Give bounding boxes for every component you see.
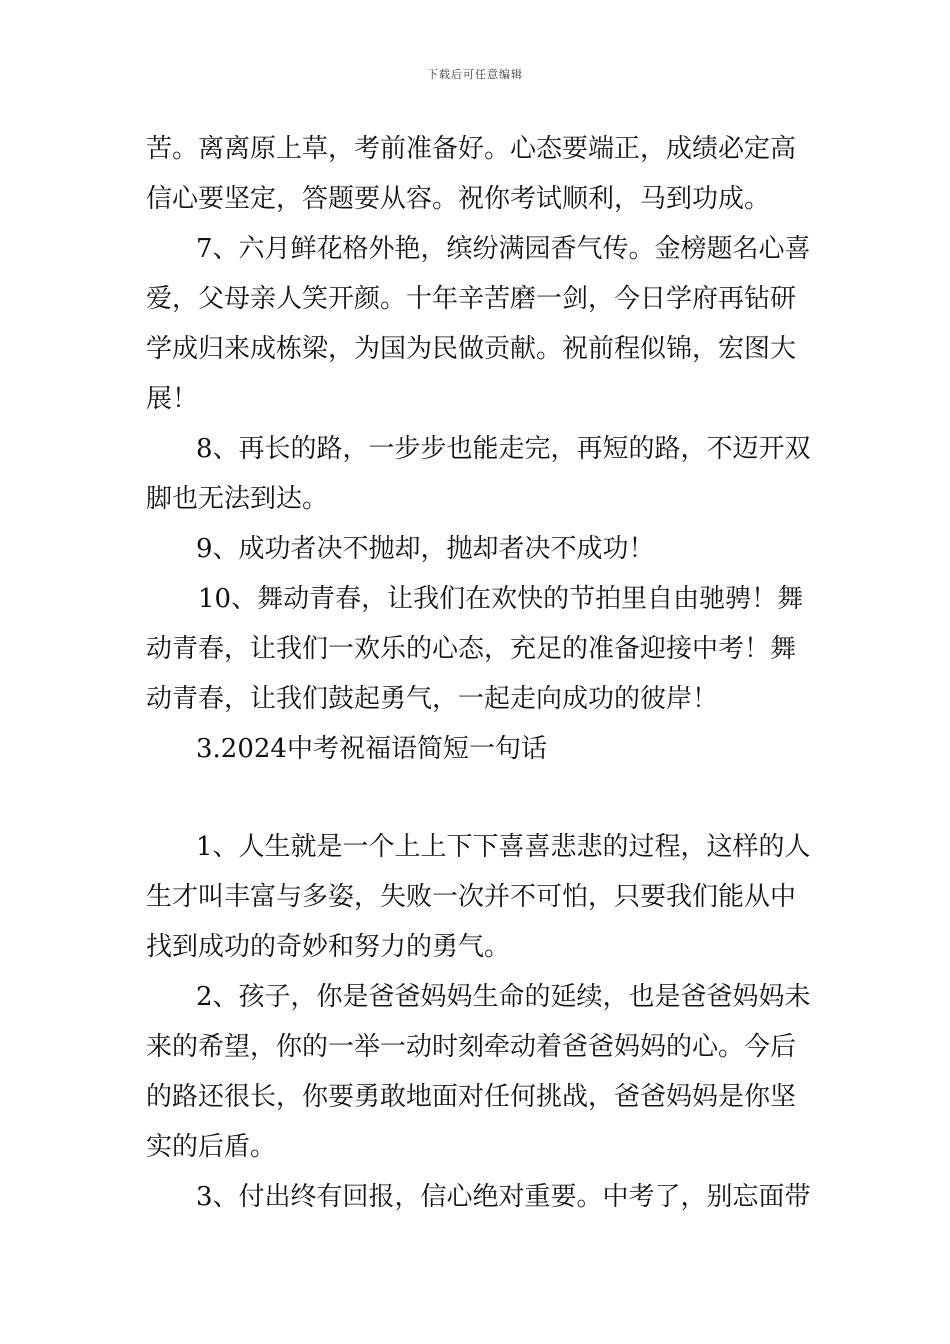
- text-line: 7、六月鲜花格外艳，缤纷满园香气传。金榜题名心喜: [196, 234, 811, 264]
- text-line: 2、孩子，你是爸爸妈妈生命的延续，也是爸爸妈妈未: [196, 982, 811, 1012]
- text-line: 爱，父母亲人笑开颜。十年辛苦磨一剑，今日学府再钻研: [146, 284, 797, 314]
- text-line: 生才叫丰富与多姿，失败一次并不可怕，只要我们能从中: [146, 882, 797, 912]
- text-line: 9、成功者决不抛却，抛却者决不成功！: [196, 534, 655, 564]
- text-line: 展！: [146, 384, 199, 414]
- text-line: 苦。离离原上草，考前准备好。心态要端正，成绩必定高: [146, 134, 797, 164]
- text-line: 动青春，让我们一欢乐的心态，充足的准备迎接中考！舞: [146, 634, 797, 664]
- text-line: 信心要坚定，答题要从容。祝你考试顺利，马到功成。: [146, 184, 771, 214]
- text-line: 来的希望，你的一举一动时刻牵动着爸爸妈妈的心。今后: [146, 1032, 797, 1062]
- text-line: 脚也无法到达。: [146, 484, 329, 514]
- text-line: 1、人生就是一个上上下下喜喜悲悲的过程，这样的人: [196, 832, 811, 862]
- text-line: 3、付出终有回报，信心绝对重要。中考了，别忘面带: [196, 1182, 811, 1212]
- text-line: 8、再长的路，一步步也能走完，再短的路，不迈开双: [196, 434, 811, 464]
- page-header: 下载后可任意编辑: [427, 68, 523, 81]
- text-line: 的路还很长，你要勇敢地面对任何挑战，爸爸妈妈是你坚: [146, 1082, 797, 1112]
- text-line: 10、舞动青春，让我们在欢快的节拍里自由驰骋！舞: [198, 584, 804, 614]
- section-heading: 3.2024中考祝福语简短一句话: [196, 734, 547, 764]
- text-line: 动青春，让我们鼓起勇气，一起走向成功的彼岸！: [146, 684, 719, 714]
- text-line: 找到成功的奇妙和努力的勇气。: [146, 932, 511, 962]
- text-line: 实的后盾。: [146, 1132, 277, 1162]
- text-line: 学成归来成栋梁，为国为民做贡献。祝前程似锦，宏图大: [146, 334, 797, 364]
